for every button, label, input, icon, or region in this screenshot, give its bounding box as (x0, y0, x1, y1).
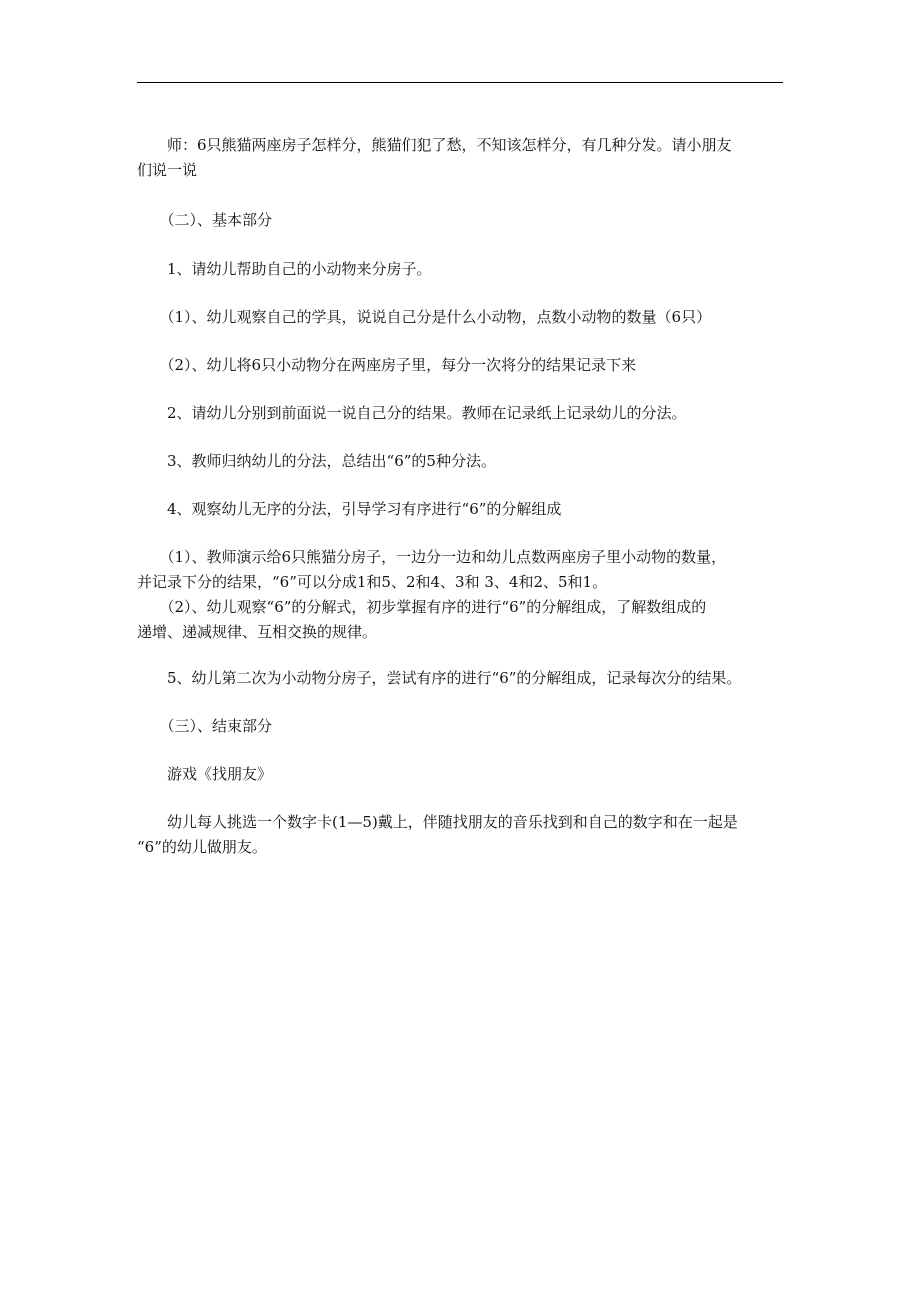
text-line: 5、幼儿第二次为小动物分房子，尝试有序的进行“6”的分解组成，记录每次分的结果。 (137, 669, 742, 687)
text-line: （1）、幼儿观察自己的学具，说说自己分是什么小动物，点数小动物的数量（6只） (137, 308, 712, 326)
paragraph-game-desc (137, 810, 787, 860)
paragraph-step-2 (137, 401, 787, 426)
text-line: （二）、基本部分 (137, 211, 273, 229)
text-line: （2）、幼儿观察“6”的分解式，初步掌握有序的进行“6”的分解组成，了解数组成的 (137, 598, 707, 616)
paragraph-step-1-1 (137, 305, 787, 330)
text-line: 游戏《找朋友》 (137, 765, 273, 783)
paragraph-step-3 (137, 449, 787, 474)
paragraph-step-1-2 (137, 353, 787, 378)
text-line: 幼儿每人挑选一个数字卡(1—5)戴上，伴随找朋友的音乐找到和自己的数字和在一起是 (137, 813, 738, 831)
text-line: 1、请幼儿帮助自己的小动物来分房子。 (137, 260, 432, 278)
paragraph-step-4-2 (137, 595, 787, 645)
paragraph-step-5 (137, 666, 787, 691)
text-line: 2、请幼儿分别到前面说一说自己分的结果。教师在记录纸上记录幼儿的分法。 (137, 404, 687, 422)
section-2-heading (137, 208, 787, 233)
text-line: 们说一说 (137, 161, 198, 179)
text-line: 师：6只熊猫两座房子怎样分，熊猫们犯了愁，不知该怎样分，有几种分发。请小朋友 (137, 136, 732, 154)
text-line: 3、教师归纳幼儿的分法，总结出“6”的5种分法。 (137, 452, 496, 470)
paragraph-step-4-1 (137, 545, 787, 595)
section-3-heading (137, 714, 787, 739)
text-line: （2）、幼儿将6只小动物分在两座房子里，每分一次将分的结果记录下来 (137, 356, 637, 374)
header-rule (137, 82, 783, 83)
text-line: 并记录下分的结果，“6”可以分成1和5、2和4、3和 3、4和2、5和1。 (137, 573, 608, 591)
text-line: 4、观察幼儿无序的分法，引导学习有序进行“6”的分解组成 (137, 500, 562, 518)
paragraph-intro (137, 133, 787, 183)
paragraph-step-4 (137, 497, 787, 522)
text-line: （三）、结束部分 (137, 717, 273, 735)
text-line: “6”的幼儿做朋友。 (137, 838, 267, 856)
paragraph-step-1 (137, 257, 787, 282)
game-title (137, 762, 787, 787)
text-line: （1）、教师演示给6只熊猫分房子，一边分一边和幼儿点数两座房子里小动物的数量， (137, 548, 727, 566)
text-line: 递增、递减规律、互相交换的规律。 (137, 623, 378, 641)
